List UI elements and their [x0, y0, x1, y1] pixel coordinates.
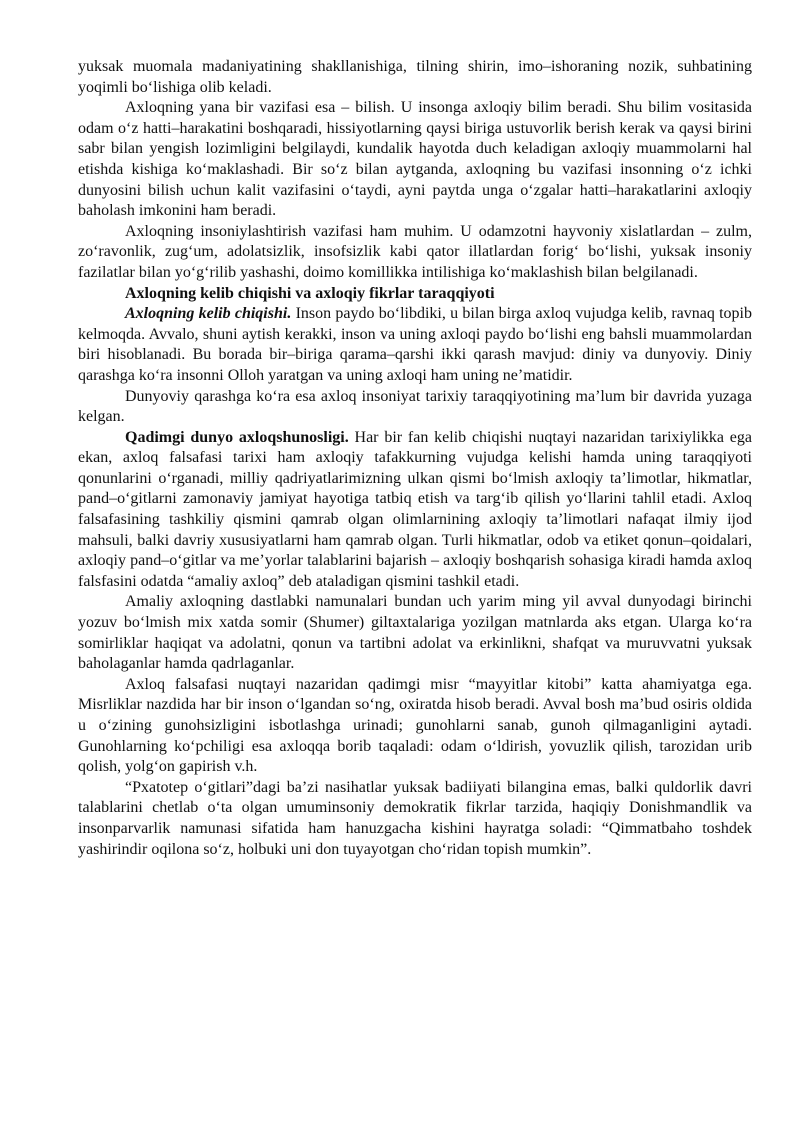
paragraph-6-lead: Qadimgi dunyo axloqshunosligi. [125, 428, 349, 446]
paragraph-4 [78, 304, 752, 386]
document-page [78, 57, 752, 860]
paragraph-3: Axloqning insoniylashtirish vazifasi ham muhim. U odamzotni hayvoniy xislatlardan – zulm, zo‘ravonlik, zug‘um, adolatsizlik, insofsizlik kabi qator illatlardan forig‘ bo‘lishi, yuksak insoniy fazilatlar bilan yo‘g‘rilib yashashi, doimo komillikka intilishiga ko‘maklashish bilan belgilanadi. [78, 222, 752, 281]
section-heading: Axloqning kelib chiqishi va axloqiy fikrlar taraqqiyoti [125, 284, 495, 302]
paragraph-7: Amaliy axloqning dastlabki namunalari bundan uch yarim ming yil avval dunyodagi birinchi yozuv bo‘lmish mix xatda somir (Shumer) giltaxtalariga yozilgan matnlarda aks etgan. Ularga ko‘ra somirliklar haqiqat va adolatni, qonun va tartibni adolat va erkinlikni, shafqat va muruvvatni yuksak baholaganlar hamda qadrlaganlar. [78, 593, 752, 673]
paragraph-4-body: Inson paydo bo‘libdiki, u bilan birga axloq vujudga kelib, ravnaq topib kelmoqda. Avvalo, shuni aytish kerakki, inson va uning axloqi paydo bo‘lishi eng bahsli muammolardan biri hisoblanadi. Bu borada bir–biriga qarama–qarshi ikki qarash mavjud: diniy va dunyoviy. Diniy qarashga ko‘ra insonni Olloh yaratgan va uning axloqi ham uning ne’matidir. [78, 305, 752, 384]
paragraph-2: Axloqning yana bir vazifasi esa – bilish. U insonga axloqiy bilim beradi. Shu bilim vositasida odam o‘z hatti–harakatini boshqaradi, hissiyotlarning qaysi biriga ustuvorlik berish kerak va qaysi birini sabr bilan yengish lozimligini belgilaydi, kundalik hayotda duch keladigan axloqiy muammolarni hal etishda kishiga ko‘maklashadi. Bir so‘z bilan aytganda, axloqning bu vazifasi insonning o‘z ichki dunyosini bilish uchun kalit vazifasini o‘taydi, ayni paytda unga o‘zgalar hatti–harakatlarini axloqiy baholash imkonini ham beradi. [78, 99, 752, 220]
paragraph-1: yuksak muomala madaniyatining shakllanishiga, tilning shirin, imo–ishoraning nozik, suhbatining yoqimli bo‘lishiga olib keladi. [78, 58, 752, 96]
paragraph-9: “Pxatotep o‘gitlari”dagi ba’zi nasihatlar yuksak badiiyati bilangina emas, balki quldorlik davri talablarini chetlab o‘ta olgan umuminsoniy demokratik fikrlar tarzida, haqiqiy Donishmandlik va insonparvarlik namunasi sifatida ham hanuzgacha kishini hayratga soladi: “Qimmatbaho toshdek yashirindir oqilona so‘z, holbuki uni don tuyayotgan cho‘ridan topish mumkin”. [78, 778, 752, 858]
paragraph-6 [78, 428, 752, 593]
paragraph-8: Axloq falsafasi nuqtayi nazaridan qadimgi misr “mayyitlar kitobi” katta ahamiyatga ega. Misrliklar nazdida har bir inson o‘lgandan so‘ng, oxiratda hisob beradi. Avval bosh ma’bud osiris oldida u o‘zining gunohsizligini isbotlashga urinadi; gunohlarni sanab, gunoh qilmaganligini aytadi. Gunohlarning ko‘pchiligi esa axloqqa borib taqaladi: odam o‘ldirish, yovuzlik qilish, tarozidan urib qolish, yolg‘on gapirish v.h. [78, 675, 752, 776]
paragraph-4-lead: Axloqning kelib chiqishi. [125, 305, 292, 323]
paragraph-5: Dunyoviy qarashga ko‘ra esa axloq insoniyat tarixiy taraqqiyotining ma’lum bir davrida yuzaga kelgan. [78, 387, 752, 426]
paragraph-6-body: Har bir fan kelib chiqishi nuqtayi nazaridan tarixiylikka ega ekan, axloq falsafasi tarixi ham axloqiy tafakkurning vujudga kelishi hamda uning taraqqiyoti qonunlarini o‘rganadi, milliy qadriyatlarimizning ulkan qismi bo‘lmish axloqiy ta’limotlar, hikmatlar, pand–o‘gitlarni zamonaviy jamiyat hayotiga tatbiq etish va targ‘ib qilish yo‘llarini tahlil etadi. Axloq falsafasining tashkiliy qismini qamrab olgan olimlarnining axloqiy ta’limotlari nafaqat ilmiy ijod mahsuli, balki davriy xususiyatlarni ham qamrab olgan. Turli hikmatlar, odob va etiket qonun–qoidalari, axloqiy pand–o‘gitlar va me’yorlar talablarini bajarish – axloqiy boshqarish sohasiga kiradi hamda axloq falsfasini odatda “amaliy axloq” deb ataladigan qismini tashkil etadi. [78, 428, 752, 590]
